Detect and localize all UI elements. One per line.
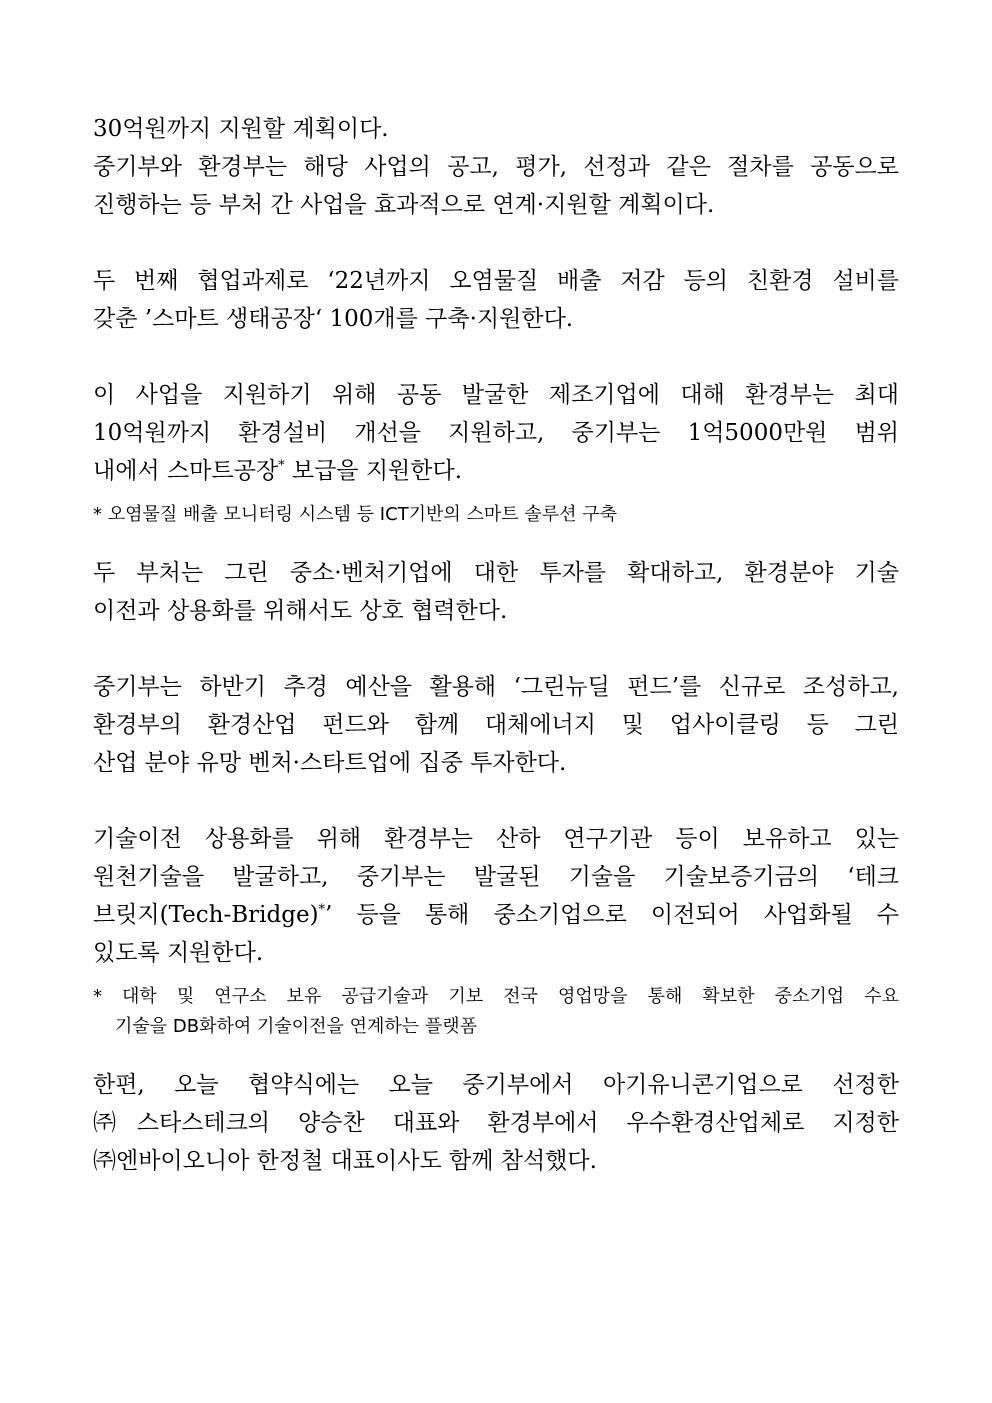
text-line: 30억원까지 지원할 계획이다.	[93, 116, 389, 142]
paragraph-gap	[93, 338, 899, 376]
text-line: 진행하는 등 부처 간 사업을 효과적으로 연계·지원할 계획이다.	[93, 192, 715, 218]
paragraph-gap	[93, 224, 899, 262]
text-line: 있도록 지원한다.	[93, 940, 264, 966]
paragraph-budget-end	[93, 110, 899, 148]
paragraph-gap	[93, 530, 899, 554]
paragraph-support-detail	[93, 376, 899, 490]
text-line: 갖춘 ’스마트 생태공장‘ 100개를 구축·지원한다.	[93, 306, 574, 332]
text-line: 두 번째 협업과제로 ‘22년까지 오염물질 배출 저감 등의 친환경 설비를	[93, 268, 899, 294]
text-line	[93, 452, 899, 490]
paragraph-attendees	[93, 1066, 899, 1180]
text-line: 환경부의 환경산업 펀드와 함께 대체에너지 및 업사이클링 등 그린	[93, 712, 899, 738]
text-line: 한편, 오늘 협약식에는 오늘 중기부에서 아기유니콘기업으로 선정한	[93, 1072, 899, 1098]
text-fragment: ’ 등을 통해 중소기업으로 이전되어 사업화될 수	[325, 902, 899, 928]
text-line: 원천기술을 발굴하고, 중기부는 발굴된 기술을 기술보증기금의 ‘테크	[93, 864, 899, 890]
footnote-tech-bridge	[93, 982, 899, 1042]
footnote-marker: *	[318, 902, 326, 918]
paragraph-investment	[93, 554, 899, 630]
text-fragment: 보급을 지원한다.	[284, 458, 463, 484]
paragraph-green-fund	[93, 668, 899, 782]
footnote-smart-factory	[93, 500, 899, 530]
text-fragment: 브릿지(Tech-Bridge)	[93, 902, 319, 928]
text-line: ㈜스타스테크의 양승찬 대표와 환경부에서 우수환경산업체로 지정한	[93, 1110, 899, 1136]
paragraph-tech-transfer	[93, 820, 899, 972]
text-line: 10억원까지 환경설비 개선을 지원하고, 중기부는 1억5000만원 범위	[93, 420, 899, 446]
text-line: ㈜엔바이오니아 한정철 대표이사도 함께 참석했다.	[93, 1148, 597, 1174]
text-line: 이 사업을 지원하기 위해 공동 발굴한 제조기업에 대해 환경부는 최대	[93, 382, 899, 408]
footnote-marker: *	[278, 458, 285, 474]
footnote-line: 기술을 DB화하여 기술이전을 연계하는 플랫폼	[115, 1016, 478, 1037]
text-line: 이전과 상용화를 위해서도 상호 협력한다.	[93, 598, 508, 624]
text-line: 산업 분야 유망 벤처·스타트업에 집중 투자한다.	[93, 750, 567, 776]
paragraph-gap	[93, 630, 899, 668]
text-line: 중기부와 환경부는 해당 사업의 공고, 평가, 선정과 같은 절차를 공동으로	[93, 154, 899, 180]
paragraph-joint-procedure	[93, 148, 899, 224]
text-line: 기술이전 상용화를 위해 환경부는 산하 연구기관 등이 보유하고 있는	[93, 826, 899, 852]
paragraph-second-task	[93, 262, 899, 338]
paragraph-gap	[93, 972, 899, 982]
footnote-line: * 대학 및 연구소 보유 공급기술과 기보 전국 영업망을 통해 확보한 중소기업 수요	[93, 986, 899, 1007]
paragraph-gap	[93, 490, 899, 500]
text-line	[93, 896, 899, 934]
text-fragment: 내에서 스마트공장	[93, 458, 279, 484]
footnote-line: * 오염물질 배출 모니터링 시스템 등 ICT기반의 스마트 솔루션 구축	[93, 504, 618, 525]
text-line: 중기부는 하반기 추경 예산을 활용해 ‘그린뉴딜 펀드’를 신규로 조성하고,	[93, 674, 899, 700]
document-body	[93, 110, 899, 1180]
paragraph-gap	[93, 782, 899, 820]
paragraph-gap	[93, 1042, 899, 1066]
text-line: 두 부처는 그린 중소·벤처기업에 대한 투자를 확대하고, 환경분야 기술	[93, 560, 899, 586]
